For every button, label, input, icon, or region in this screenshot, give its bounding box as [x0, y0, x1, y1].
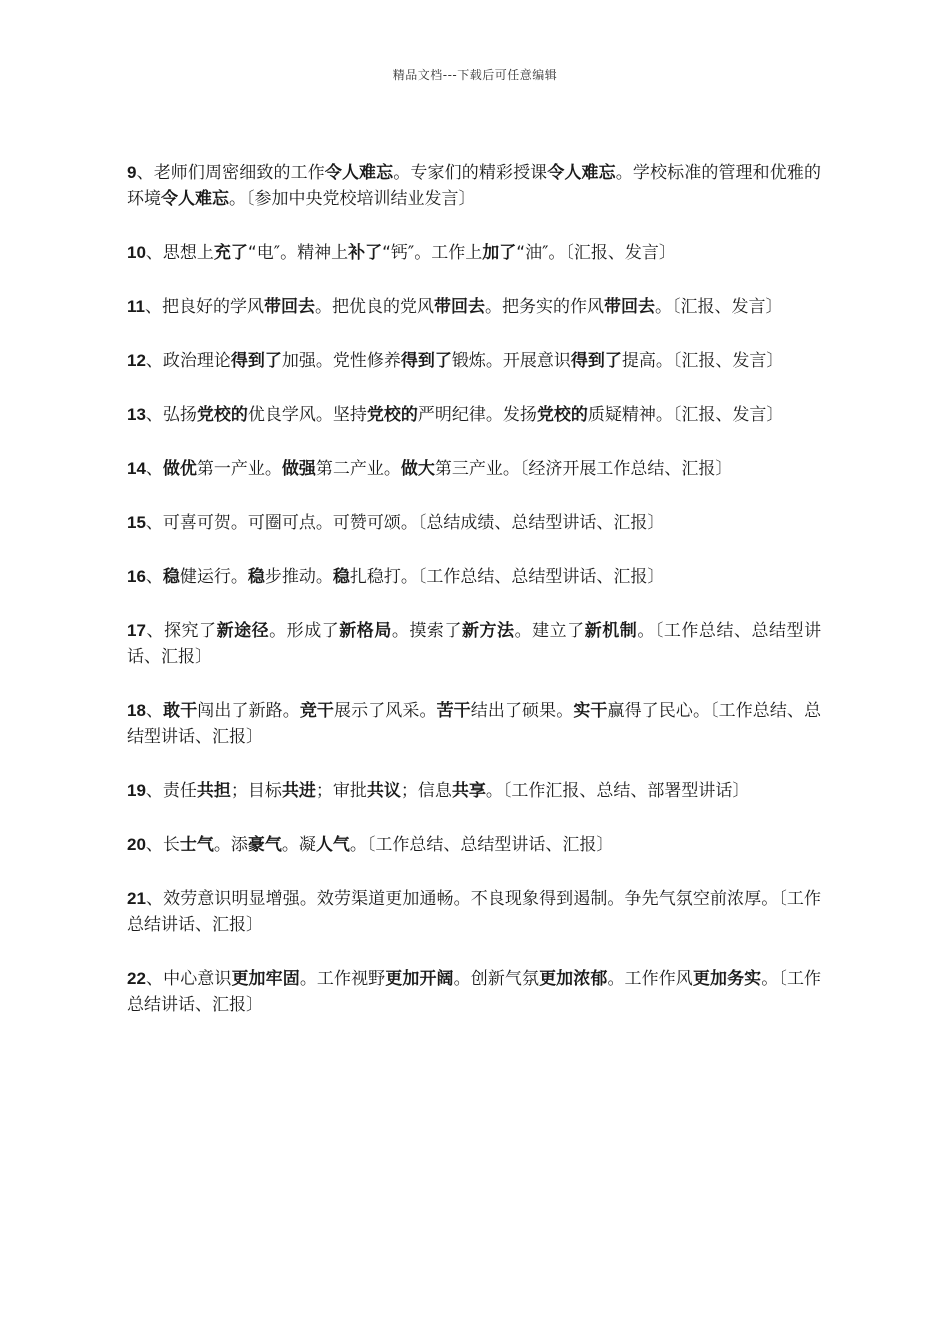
item-number: 11: [127, 297, 145, 316]
emphasis-text: 更加浓郁: [539, 969, 608, 989]
item-text: 。〔工作汇报、总结、部署型讲话〕: [485, 781, 750, 801]
emphasis-text: 做大: [400, 459, 435, 479]
item-text: 、长: [145, 835, 180, 855]
item-text: 提高。〔汇报、发言〕: [621, 351, 784, 371]
item-text: 质疑精神。〔汇报、发言〕: [587, 405, 784, 425]
emphasis-text: 敢干: [163, 701, 198, 721]
item-text: 健运行。: [179, 567, 248, 587]
list-item: [127, 698, 821, 750]
item-text: 、把良好的学风: [144, 297, 264, 317]
item-text: 第一产业。: [196, 459, 282, 479]
emphasis-text: 令人难忘: [161, 189, 229, 209]
emphasis-text: 苦干: [436, 701, 471, 721]
page-header: 精品文档---下载后可任意编辑: [392, 68, 558, 82]
list-item: [127, 778, 821, 804]
item-text: 。凝: [281, 835, 316, 855]
emphasis-text: 共享: [451, 781, 486, 801]
item-text: 结出了硕果。: [470, 701, 574, 721]
item-text: 、可喜可贺。可圈可点。可赞可颂。〔总结成绩、总结型讲话、汇报〕: [145, 513, 665, 533]
item-number: 9: [127, 163, 137, 182]
item-text: 、责任: [145, 781, 197, 801]
list-item: [127, 240, 821, 266]
item-number: 17: [127, 621, 146, 640]
emphasis-text: 更加开阔: [385, 969, 454, 989]
item-text: 。建立了: [514, 621, 585, 641]
item-text: 。〔工作总结、总结型讲话、汇报〕: [127, 621, 822, 667]
item-text: 。添: [213, 835, 248, 855]
item-text: 赢得了民心。〔工作总结、总结型讲话、汇报〕: [127, 701, 822, 747]
item-text: 。摸索了: [391, 621, 462, 641]
emphasis-text: 稳: [162, 567, 180, 587]
emphasis-text: 党校的: [536, 405, 588, 425]
item-number: 18: [127, 701, 146, 720]
item-text: ；信息: [400, 781, 452, 801]
list-item: [127, 966, 821, 1018]
list-item: [127, 510, 821, 536]
item-text: 、老师们周密细致的工作: [136, 163, 325, 183]
emphasis-text: 共担: [196, 781, 231, 801]
item-text: 、思想上: [145, 243, 214, 263]
item-text: 、中心意识: [145, 969, 232, 989]
item-text: 。专家们的精彩授课: [393, 163, 548, 183]
item-text: 、: [145, 701, 164, 721]
item-text: ；审批: [315, 781, 367, 801]
emphasis-text: 补了: [348, 243, 383, 263]
item-text: 、: [145, 567, 163, 587]
item-text: 闯出了新路。: [197, 701, 300, 721]
list-item: [127, 564, 821, 590]
item-text: 优良学风。坚持: [247, 405, 367, 425]
emphasis-text: 新方法: [462, 621, 515, 641]
item-number: 20: [127, 835, 146, 854]
emphasis-text: 豪气: [247, 835, 282, 855]
list-item: [127, 348, 821, 374]
emphasis-text: 实干: [573, 701, 608, 721]
emphasis-text: 新机制: [584, 621, 638, 641]
emphasis-text: 新途径: [216, 621, 270, 641]
item-text: 第二产业。: [315, 459, 401, 479]
item-text: 展示了风采。: [334, 701, 437, 721]
item-text: 扎稳打。〔工作总结、总结型讲话、汇报〕: [349, 567, 665, 587]
item-text: 、: [145, 459, 163, 479]
emphasis-text: 得到了: [400, 351, 452, 371]
item-number: 10: [127, 243, 146, 262]
item-text: 。把优良的党风: [314, 297, 434, 317]
list-item: [127, 456, 821, 482]
item-number: 16: [127, 567, 146, 586]
item-number: 12: [127, 351, 146, 370]
list-item: [127, 160, 821, 212]
emphasis-text: 更加牢固: [231, 969, 300, 989]
item-number: 13: [127, 405, 146, 424]
item-text: 加强。党性修养: [281, 351, 401, 371]
item-number: 15: [127, 513, 146, 532]
item-text: 。学校标准的管理和优雅的环境: [127, 163, 822, 209]
emphasis-text: 得到了: [230, 351, 282, 371]
emphasis-text: 令人难忘: [547, 163, 616, 183]
item-text: 。〔参加中央党校培训结业发言〕: [229, 189, 476, 209]
emphasis-text: 加了: [482, 243, 517, 263]
emphasis-text: 充了: [213, 243, 248, 263]
emphasis-text: 竞干: [299, 701, 335, 721]
emphasis-text: 新格局: [339, 621, 392, 641]
item-text: 。〔汇报、发言〕: [654, 297, 783, 317]
item-text: 。工作作风: [607, 969, 693, 989]
emphasis-text: 做强: [281, 459, 316, 479]
emphasis-text: 更加务实: [692, 969, 762, 989]
item-text: ；目标: [230, 781, 282, 801]
item-text: 。把务实的作风: [484, 297, 604, 317]
emphasis-text: 做优: [162, 459, 197, 479]
emphasis-text: 共议: [366, 781, 401, 801]
emphasis-text: 人气: [315, 835, 350, 855]
list-item: [127, 832, 821, 858]
item-number: 19: [127, 781, 146, 800]
item-text: 步推动。: [264, 567, 333, 587]
emphasis-text: 共进: [281, 781, 316, 801]
emphasis-text: 党校的: [366, 405, 418, 425]
item-text: 、探究了: [145, 621, 217, 641]
item-text: “油″。〔汇报、发言〕: [516, 243, 676, 263]
item-text: 。形成了: [269, 621, 340, 641]
emphasis-text: 带回去: [263, 297, 315, 317]
item-text: 、弘扬: [145, 405, 197, 425]
document-body: [127, 160, 821, 1046]
emphasis-text: 带回去: [603, 297, 655, 317]
item-number: 14: [127, 459, 146, 478]
item-number: 21: [127, 889, 146, 908]
item-text: 。〔工作总结、总结型讲话、汇报〕: [349, 835, 614, 855]
item-text: “钙″。工作上: [382, 243, 483, 263]
emphasis-text: 士气: [179, 835, 214, 855]
emphasis-text: 带回去: [433, 297, 485, 317]
emphasis-text: 令人难忘: [324, 163, 394, 183]
list-item: [127, 402, 821, 428]
emphasis-text: 稳: [247, 567, 265, 587]
item-text: 严明纪律。发扬: [417, 405, 537, 425]
item-text: “电″。精神上: [247, 243, 349, 263]
item-number: 22: [127, 969, 146, 988]
list-item: [127, 886, 821, 938]
item-text: 、效劳意识明显增强。效劳渠道更加通畅。不良现象得到遏制。争先气氛空前浓厚。〔工作总结讲话、汇报〕: [127, 889, 821, 935]
emphasis-text: 稳: [332, 567, 350, 587]
item-text: 、政治理论: [145, 351, 231, 371]
item-text: 。工作视野: [299, 969, 386, 989]
item-text: 第三产业。〔经济开展工作总结、汇报〕: [434, 459, 733, 479]
emphasis-text: 党校的: [196, 405, 248, 425]
item-text: 。〔工作总结讲话、汇报〕: [127, 969, 822, 1015]
list-item: [127, 294, 821, 320]
list-item: [127, 618, 821, 670]
item-text: 锻炼。开展意识: [451, 351, 571, 371]
emphasis-text: 得到了: [570, 351, 622, 371]
item-text: 。创新气氛: [453, 969, 540, 989]
